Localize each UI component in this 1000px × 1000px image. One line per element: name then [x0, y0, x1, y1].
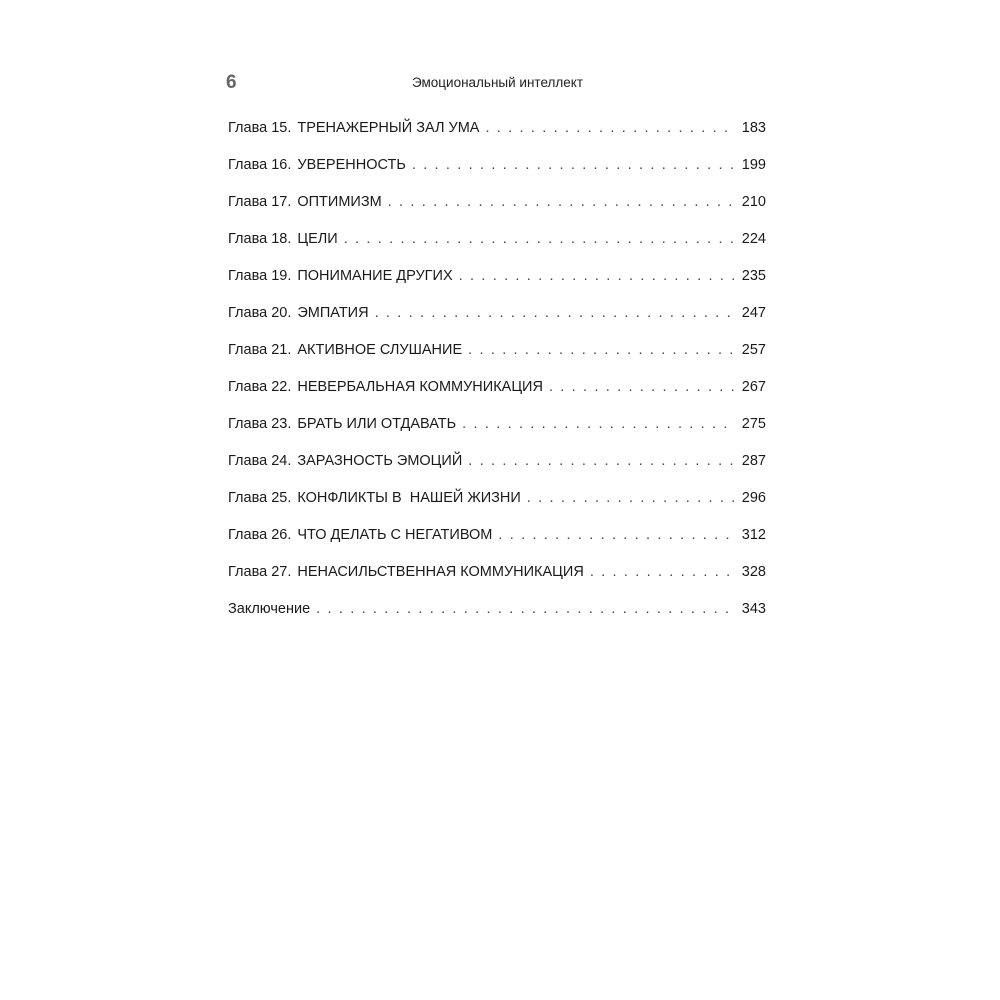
toc-entry-page: 312 [741, 527, 766, 543]
toc-dot-leader [412, 154, 736, 176]
toc-entry-title: НЕВЕРБАЛЬНАЯ КОММУНИКАЦИЯ [297, 379, 543, 395]
toc-entry-label: Глава 25. [228, 490, 292, 506]
toc-entry-page: 328 [741, 564, 766, 580]
toc-entry-chapter-16 [228, 154, 766, 191]
toc-entry-label: Глава 21. [228, 342, 292, 358]
toc-dot-leader [527, 487, 736, 509]
toc-entry-label: Глава 18. [228, 231, 292, 247]
toc-entry-page: 267 [741, 379, 766, 395]
toc-entry-label: Глава 22. [228, 379, 292, 395]
toc-entry-title: ЭМПАТИЯ [297, 305, 369, 321]
toc-entry-title: ТРЕНАЖЕРНЫЙ ЗАЛ УМА [297, 120, 480, 136]
toc-dot-leader [498, 524, 735, 546]
toc-entry-title: АКТИВНОЕ СЛУШАНИЕ [297, 342, 463, 358]
toc-entry-label: Глава 20. [228, 305, 292, 321]
toc-entry-label: Глава 19. [228, 268, 292, 284]
toc-entry-page: 183 [741, 120, 766, 136]
toc-entry-chapter-19 [228, 265, 766, 302]
running-title: Эмоциональный интеллект [411, 75, 584, 90]
toc-entry-chapter-15 [228, 117, 766, 154]
toc-entry-chapter-22 [228, 376, 766, 413]
toc-entry-page: 235 [741, 268, 766, 284]
toc-entry-title: ПОНИМАНИЕ ДРУГИХ [297, 268, 453, 284]
toc-dot-leader [462, 413, 736, 435]
toc-entry-label: Глава 15. [228, 120, 292, 136]
toc-entry-page: 210 [741, 194, 766, 210]
toc-entry-label: Глава 16. [228, 157, 292, 173]
toc-entry-label: Глава 26. [228, 527, 292, 543]
toc-dot-leader [344, 228, 736, 250]
toc-entry-chapter-21 [228, 339, 766, 376]
toc-entry-title: УВЕРЕННОСТЬ [297, 157, 406, 173]
toc-entry-title: ЧТО ДЕЛАТЬ С НЕГАТИВОМ [297, 527, 493, 543]
toc-entry-chapter-18 [228, 228, 766, 265]
toc-entry-label: Глава 17. [228, 194, 292, 210]
toc-entry-label: Глава 23. [228, 416, 292, 432]
table-of-contents [228, 117, 766, 635]
toc-entry-chapter-27 [228, 561, 766, 598]
toc-entry-chapter-25 [228, 487, 766, 524]
toc-entry-chapter-26 [228, 524, 766, 561]
toc-dot-leader [459, 265, 736, 287]
toc-entry-chapter-17 [228, 191, 766, 228]
toc-entry-page: 247 [741, 305, 766, 321]
page-number: 6 [226, 72, 237, 93]
toc-dot-leader [468, 450, 736, 472]
toc-entry-label: Глава 27. [228, 564, 292, 580]
toc-dot-leader [375, 302, 736, 324]
toc-entry-chapter-24 [228, 450, 766, 487]
toc-dot-leader [549, 376, 736, 398]
toc-entry-title: КОНФЛИКТЫ В НАШЕЙ ЖИЗНИ [297, 490, 521, 506]
toc-entry-page: 257 [741, 342, 766, 358]
toc-dot-leader [388, 191, 736, 213]
toc-dot-leader [590, 561, 736, 583]
toc-entry-title: ЦЕЛИ [297, 231, 338, 247]
toc-entry-label: Глава 24. [228, 453, 292, 469]
toc-entry-page: 296 [741, 490, 766, 506]
toc-dot-leader [485, 117, 735, 139]
toc-entry-title: БРАТЬ ИЛИ ОТДАВАТЬ [297, 416, 457, 432]
toc-dot-leader [468, 339, 736, 361]
toc-dot-leader [316, 598, 736, 620]
toc-entry-page: 224 [741, 231, 766, 247]
toc-entry-page: 199 [741, 157, 766, 173]
toc-entry-chapter-23 [228, 413, 766, 450]
toc-entry-title: ЗАРАЗНОСТЬ ЭМОЦИЙ [297, 453, 463, 469]
toc-entry-page: 275 [741, 416, 766, 432]
toc-entry-page: 287 [741, 453, 766, 469]
toc-entry-title: НЕНАСИЛЬСТВЕННАЯ КОММУНИКАЦИЯ [297, 564, 584, 580]
toc-entry-chapter-20 [228, 302, 766, 339]
toc-entry-title: Заключение [228, 601, 311, 617]
toc-entry-title: ОПТИМИЗМ [297, 194, 382, 210]
toc-entry-page: 343 [741, 601, 766, 617]
toc-entry-conclusion [228, 598, 766, 635]
